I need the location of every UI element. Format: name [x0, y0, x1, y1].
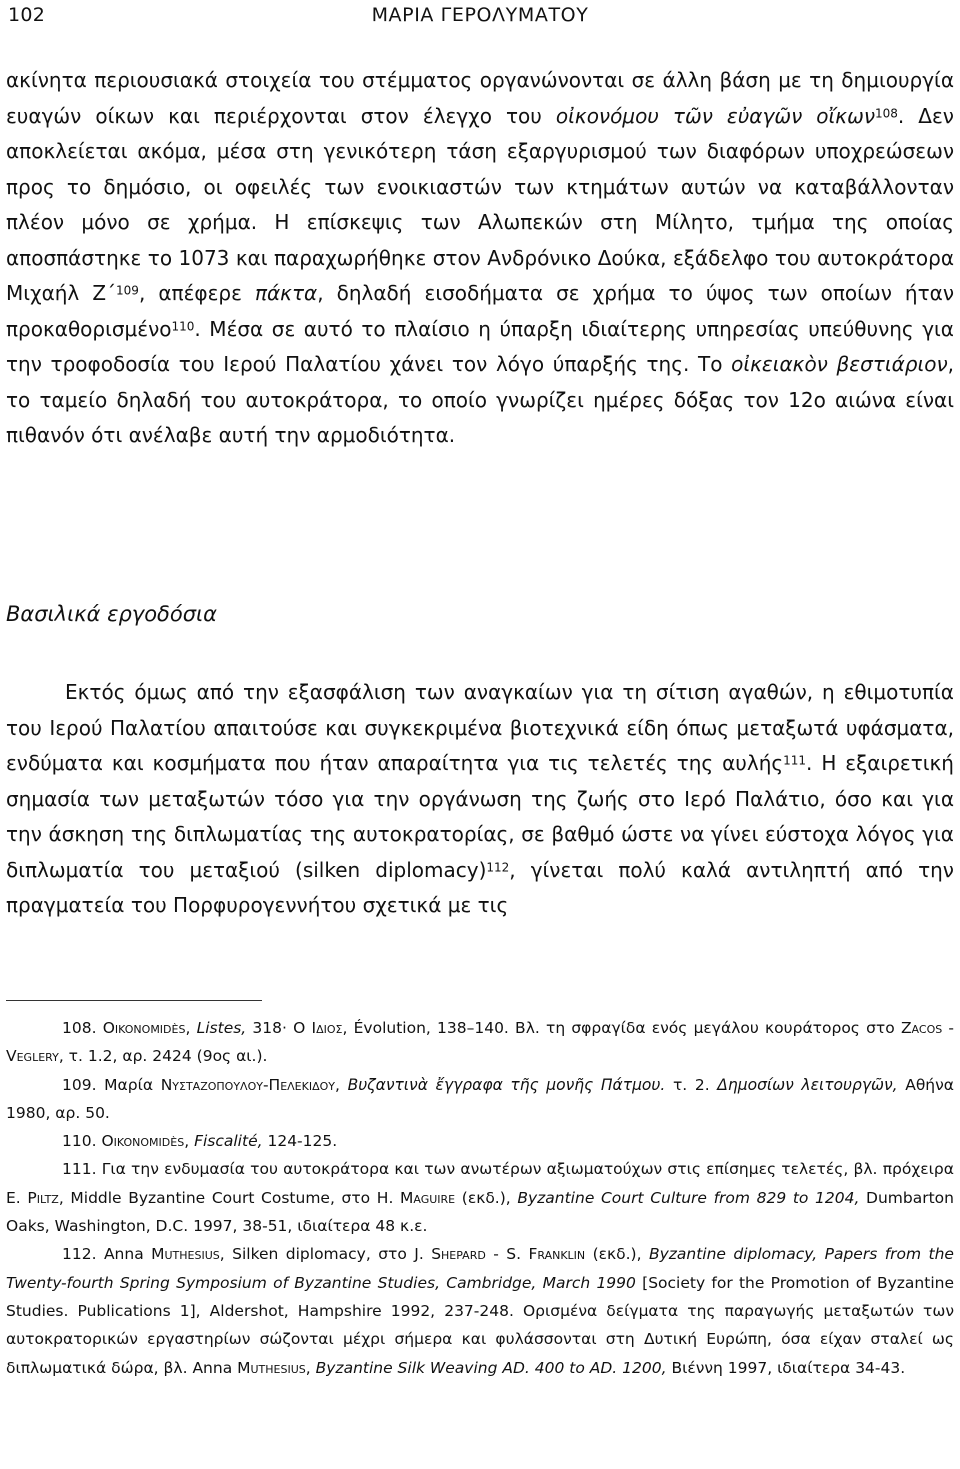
text-run: Anna [103, 1245, 152, 1264]
footnote-ref: 112 [486, 860, 510, 875]
text-run: Για την ενδυμασία του αυτοκράτορα και των ανωτέρων αξιωματούχων στις επίσημες τελετές, βλ. πρόχειρα Ε. [6, 1160, 954, 1207]
italic-term: πάκτα [254, 281, 318, 305]
author-name: Muthesius [151, 1245, 220, 1264]
italic-title: Βυζαντινὰ ἔγγραφα τῆς μονῆς Πάτμου. [347, 1075, 666, 1094]
footnote-number: 108. [62, 1019, 103, 1037]
footnote-110 [6, 1127, 954, 1155]
footnote-number: 111. [62, 1160, 102, 1179]
author-name: Oikonomidès [101, 1132, 185, 1151]
italic-title: Byzantine Silk Weaving AD. 400 to AD. 1200, [315, 1358, 667, 1377]
footnote-number: 112. [62, 1245, 104, 1264]
footnote-ref: 109 [116, 283, 139, 298]
text-run: , [185, 1019, 197, 1037]
text-run: , [305, 1358, 316, 1377]
text-run: . Μέσα σε αυτό το πλαίσιο η ύπαρξη ιδιαίτερης υπηρεσίας υπεύθυνης για την τροφοδοσία του Ιερού Παλατίου χάνει τον λόγο ύπαρξής της. Το [6, 316, 954, 376]
footnote-ref: 108 [875, 106, 898, 121]
text-run: , [184, 1132, 195, 1151]
text-run: , Silken diplomacy, στο J. [219, 1245, 432, 1264]
author-name: Zacos - Veglery [6, 1019, 954, 1066]
footnote-number: 109. [62, 1075, 105, 1094]
text-run: (εκδ.), [585, 1245, 649, 1264]
footnote-112 [6, 1240, 954, 1381]
author-name: Franklin [528, 1245, 586, 1264]
text-run: Μαρία [104, 1075, 161, 1094]
footnote-109 [6, 1071, 954, 1128]
footnote-number: 110. [62, 1132, 102, 1151]
body-paragraph-2 [6, 675, 954, 924]
italic-title: Fiscalité, [194, 1132, 263, 1151]
author-name: Maguire [400, 1188, 456, 1207]
author-name: Muthesius [237, 1358, 306, 1377]
footnote-ref: 111 [783, 753, 807, 768]
footnote-111 [6, 1155, 954, 1240]
running-head: ΜΑΡΙΑ ΓΕΡΟΛΥΜΑΤΟΥ [371, 4, 589, 26]
footnote-108 [6, 1014, 954, 1071]
text-run: , το ταμείο δηλαδή του αυτοκράτορα, το οποίο γνωρίζει ημέρες δόξας τον 12ο αιώνα είναι πιθανόν ότι ανέλαβε αυτή την αρμοδιότητα. [6, 352, 955, 447]
text-run: - S. [485, 1245, 529, 1264]
body-paragraph-1 [6, 63, 954, 454]
footnote-separator [6, 1000, 262, 1001]
italic-title: Listes, [196, 1019, 247, 1037]
text-run: , Middle Byzantine Court Costume, στο Η. [58, 1188, 401, 1207]
author-name: Νυσταζοπουλου-Πελεκιδου [160, 1075, 335, 1094]
text-run: (εκδ.), [455, 1188, 518, 1207]
author-name: Ιδιος [311, 1019, 343, 1037]
text-run: , Évolution, 138–140. Βλ. τη σφραγίδα ενός μεγάλου κουράτορος στο [342, 1019, 901, 1037]
section-heading: Βασιλικά εργοδόσια [6, 602, 218, 626]
footnote-ref: 110 [171, 319, 195, 334]
text-run: Dumbarton Oaks, Washington, D.C. 1997, 38-51, ιδιαίτερα 48 κ.ε. [6, 1188, 954, 1236]
italic-title: Δημοσίων λειτουργῶν, [717, 1075, 898, 1094]
italic-term: οἰκονόμου τῶν εὐαγῶν οἴκων [555, 103, 875, 128]
author-name: Piltz [27, 1188, 59, 1207]
author-name: Oikonomidès [102, 1019, 186, 1037]
italic-term: οἰκειακὸν βεστιάριον [731, 352, 948, 376]
text-run: , απέφερε [138, 281, 255, 305]
text-run: , γίνεται πολύ καλά αντιληπτή από την πραγματεία του Πορφυρογεννήτου σχετικά με τις [6, 857, 954, 917]
text-run: , [334, 1075, 348, 1094]
text-run: Αθήνα 1980, αρ. 50. [6, 1075, 955, 1122]
page-header [0, 0, 960, 36]
text-run: τ. 2. [665, 1075, 718, 1094]
italic-title: Byzantine diplomacy, Papers from the Twenty-fourth Spring Symposium of Byzantine Studies, Cambridge, March 1990 [6, 1245, 954, 1292]
text-run: Βιέννη 1997, ιδιαίτερα 34-43. [666, 1358, 906, 1377]
text-run: . Δεν αποκλείεται ακόμα, μέσα στη γενικότερη τάση εξαργυρισμού των διαφόρων υποχρεώσεων προς το δημόσιο, οι οφειλές των ενοικιαστών των κτημάτων αυτών να καταβάλλονταν πλέον μόνο σε χρήμα. Η επίσκεψις των Αλωπεκών στη Μίλητο, τμήμα της οποίας αποσπάστηκε το 1073 και παραχωρήθηκε στον Ανδρόνικο Δούκα, εξάδελφο του αυτοκράτορα Μιχαήλ Ζ΄ [6, 103, 954, 305]
author-name: Shepard [431, 1245, 486, 1264]
italic-title: Byzantine Court Culture from 829 to 1204, [517, 1188, 860, 1207]
text-run: Εκτός όμως από την εξασφάλιση των αναγκαίων για τη σίτιση αγαθών, η εθιμοτυπία του Ιερού Παλατίου απαιτούσε και συγκεκριμένα βιοτεχνικά είδη όπως μεταξωτά υφάσματα, ενδύματα και κοσμήματα που ήταν απαραίτητα για τις τελετές της αυλής [6, 680, 954, 775]
text-run: 124-125. [262, 1132, 338, 1151]
text-run: ακίνητα περιουσιακά στοιχεία του στέμματος οργανώνονται σε άλλη βάση με τη δημιουργία ευαγών οίκων και περιέρχονται στον έλεγχο του [6, 68, 954, 128]
page-number: 102 [8, 4, 46, 26]
text-run: 318· Ο [246, 1019, 312, 1037]
text-run: [Society for the Promotion of Byzantine Studies. Publications 1], Aldershot, Hampshire 1992, 237-248. Ορισμένα δείγματα της παραγωγής μεταξωτών των αυτοκρατορικών εργαστηρίων σώζονται μέχρι σήμερα και φυλάσσονται στη Δυτική Ευρώπη, όσα είχαν σταλεί ως διπλωματικά δώρα, βλ. Anna [6, 1273, 954, 1377]
footnotes [6, 1014, 954, 1382]
text-run: , δηλαδή εισοδήματα σε χρήμα το ύψος των οποίων ήταν προκαθορισμένο [6, 281, 954, 341]
text-run: . Η εξαιρετική σημασία των μεταξωτών τόσο για την οργάνωση της ζωής στο Ιερό Παλάτιο, όσο και για την άσκηση της διπλωματίας της αυτοκρατορίας, σε βαθμό ώστε να γίνει εύστοχα λόγος για διπλωματία του μεταξιού (silken diplomacy) [6, 751, 954, 882]
text-run: , τ. 1.2, αρ. 2424 (9ος αι.). [58, 1047, 268, 1066]
